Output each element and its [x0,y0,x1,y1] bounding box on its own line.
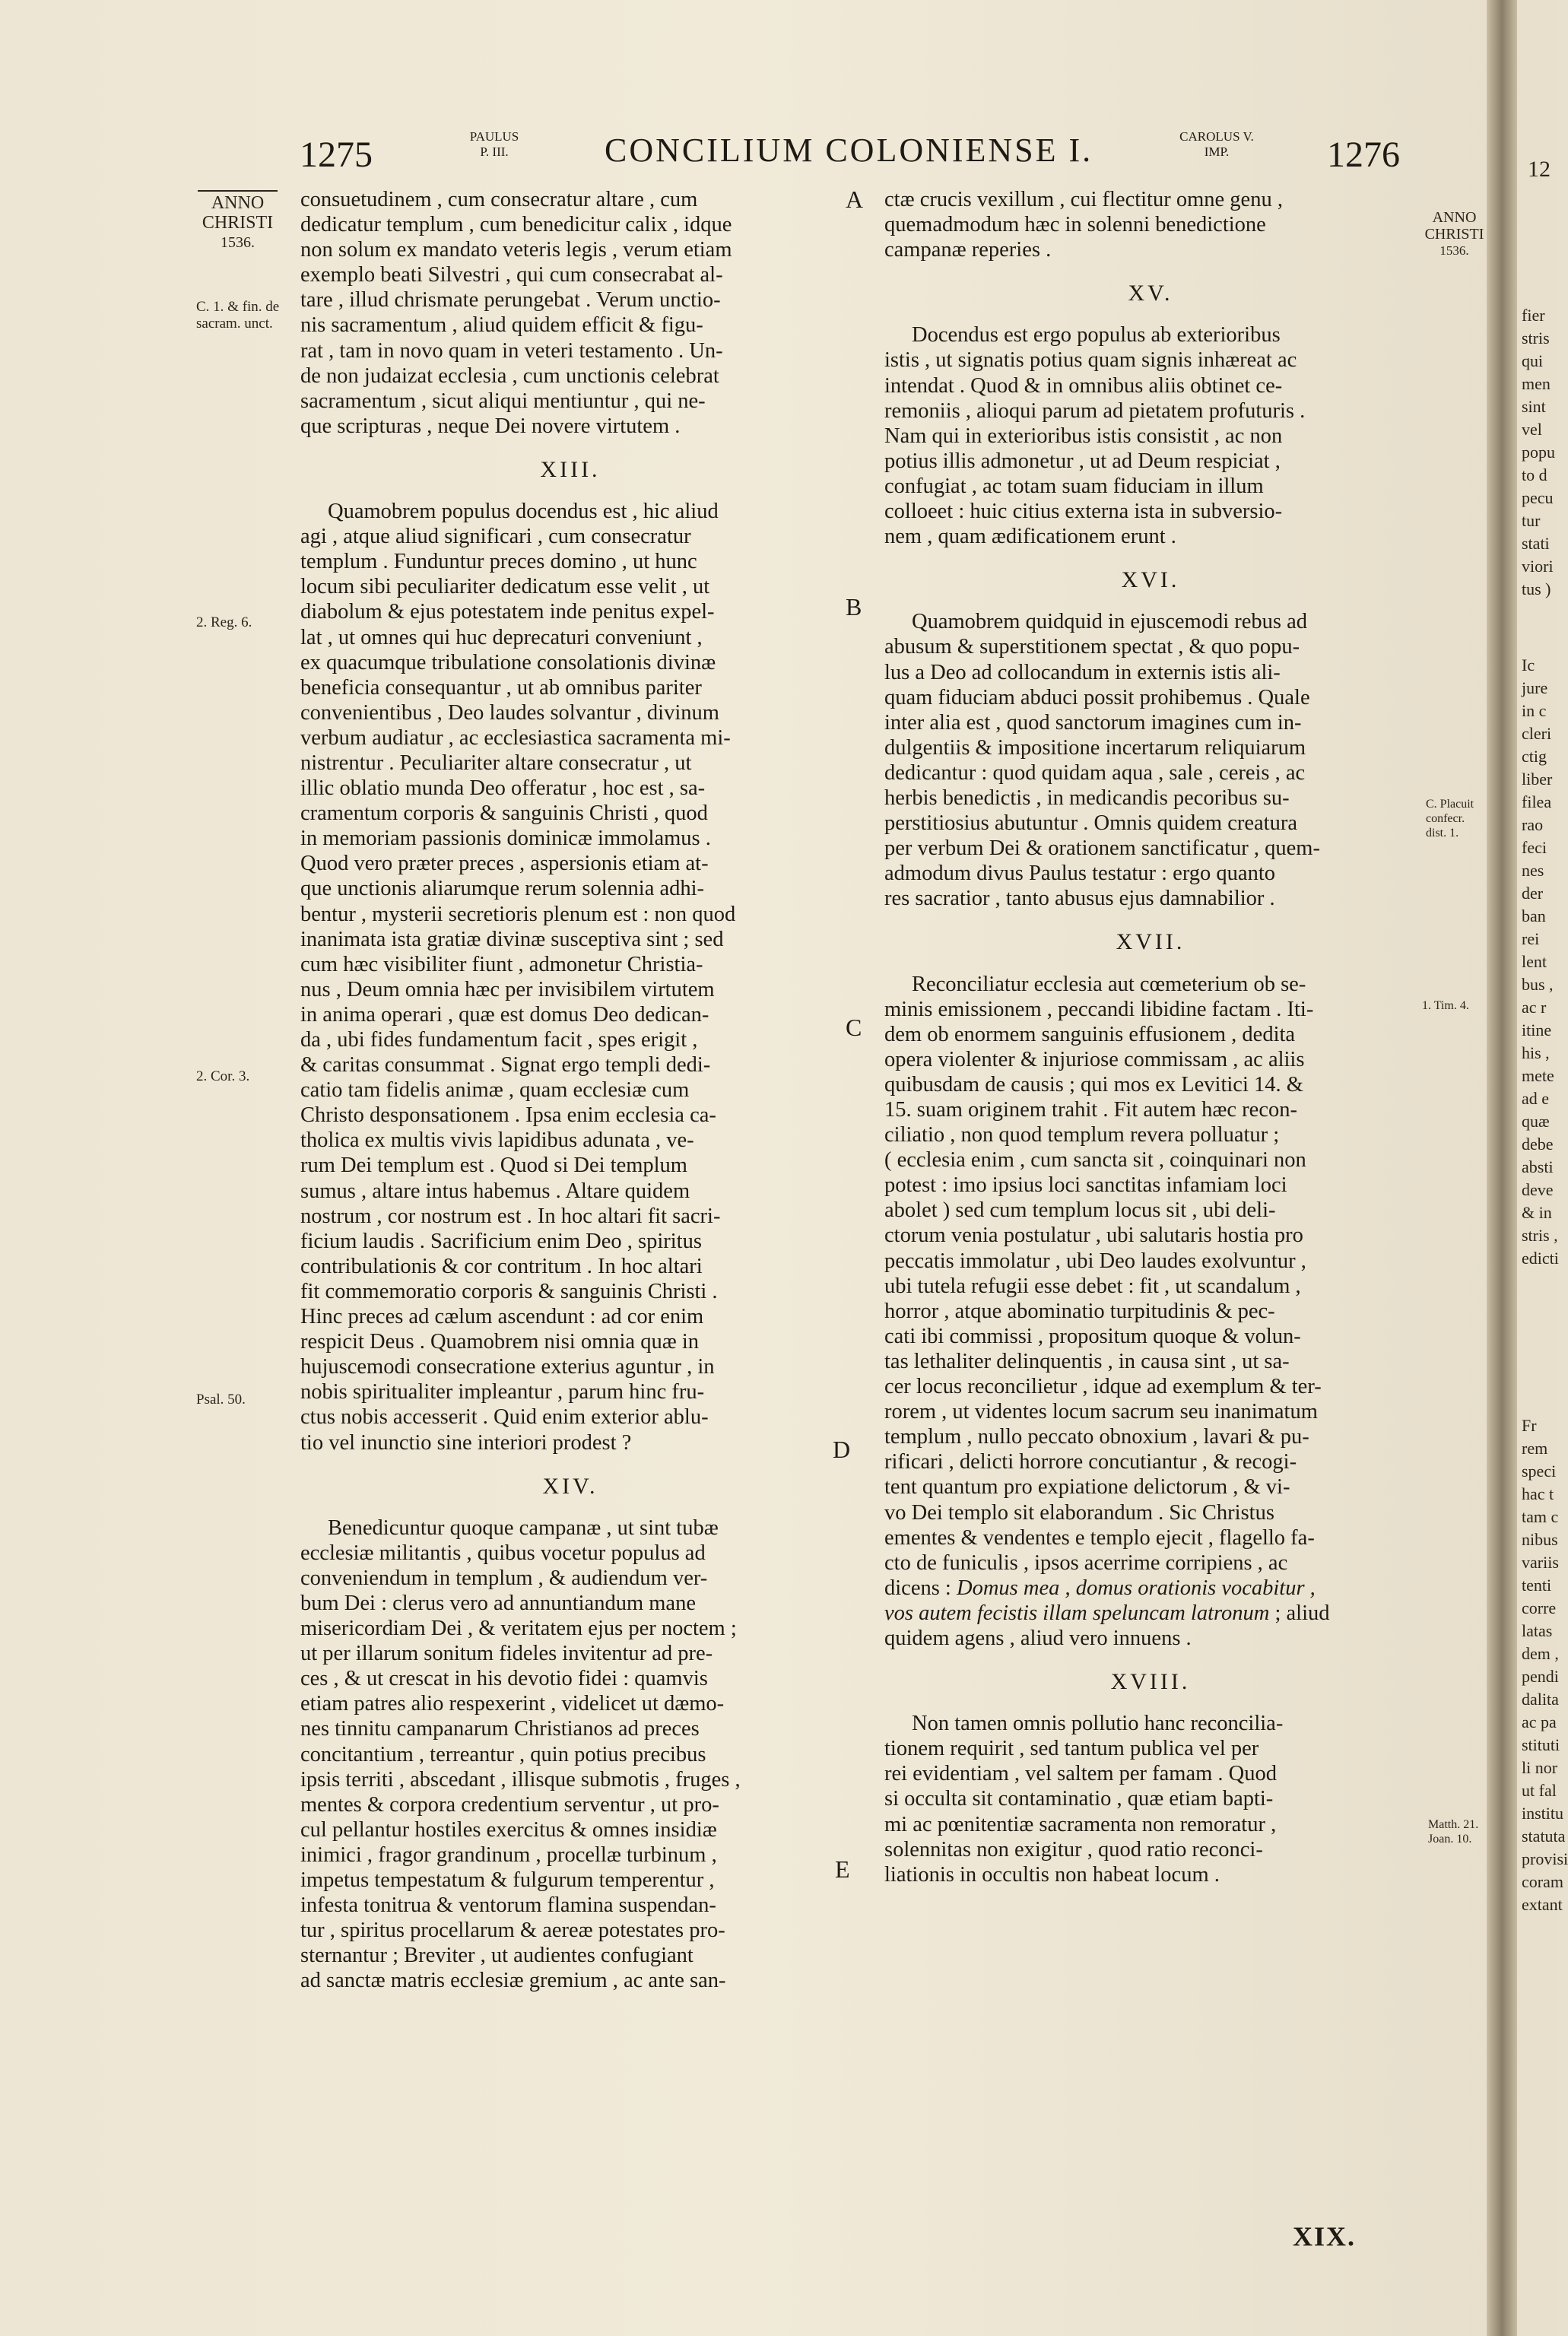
text-line: ciliatio , non quod templum revera polluatur ; [884,1123,1280,1147]
text-line: dem ob enormem sanguinis effusionem , dedita [884,1022,1296,1046]
text-line: que unctionis aliarumque rerum solennia adhi- [300,877,705,901]
left-margin-note-3: 2. Cor. 3. [196,1068,250,1084]
right-margin-note-2: 1. Tim. 4. [1422,999,1469,1012]
text-line: templum . Funduntur preces domino , ut hunc [300,550,697,574]
text-line: nobis spiritualiter impleantur , parum hinc fru- [300,1380,705,1404]
text-line: Nam qui in exterioribus istis consistit , ac non [884,424,1283,448]
next-page-line: bus , [1522,975,1554,994]
next-page-line: Fr [1522,1416,1537,1435]
paragraph-continued [884,187,1417,262]
next-page-line: qui [1522,351,1544,370]
right-margin-note-3: Matth. 21. Joan. 10. [1428,1818,1479,1846]
text-line: remoniis , alioqui parum ad pietatem profuturis . [884,398,1306,423]
text-line: vo Dei templo sit elaborandum . Sic Christus [884,1500,1274,1525]
book-gutter [1487,0,1517,2336]
text-line: cto de funiculis , ipsos acerrime corripiens , ac [884,1550,1288,1575]
next-page-line: statuta [1522,1827,1566,1846]
paragraph-15 [884,322,1417,549]
left-margin-note-4: Psal. 50. [196,1392,246,1408]
text-line: 15. suam originem trahit . Fit autem hæc recon- [884,1098,1297,1122]
text-line: bentur , mysterii secretioris plenum est : non quod [300,902,736,926]
left-margin-note-1: C. 1. & fin. de sacram. unct. [196,299,280,332]
next-page-line: feci [1522,838,1547,857]
next-page-line: institu [1522,1804,1564,1823]
text-line: diabolum & ejus potestatem inde penitus expel- [300,600,715,624]
text-line: sacramentum , sicut aliqui mentiuntur , qui ne- [300,389,706,413]
text-line: in anima operari , quæ est domus Deo dedican- [300,1002,709,1027]
next-page-header: 12 [1528,157,1551,182]
next-page-line: debe [1522,1135,1554,1154]
text-line: infesta tonitrua & ventorum flamina suspendan- [300,1893,716,1918]
text-line: lat , ut omnes qui huc deprecaturi conveniunt , [300,625,703,649]
next-page-line: in c [1522,701,1547,720]
text-line: confugiat , ac totam suam fiduciam in illum [884,474,1264,498]
text-line: locum sibi peculiariter dedicatum esse velit , ut [300,575,710,599]
paragraph-14 [300,1516,840,1994]
text-line: cer locus reconcilietur , idque ad exemplum & ter- [884,1375,1322,1399]
text-line: cramentum corporis & sanguinis Christi , quod [300,801,708,826]
text-line: quam fiduciam abduci possit prohibemus . Quale [884,685,1310,709]
next-page-line: tam c [1522,1507,1559,1526]
text-line: admodum divus Paulus testatur : ergo quanto [884,862,1276,886]
next-page-line: liber [1522,770,1553,789]
text-line: peccatis immolatur , ubi Deo laudes exolvuntur , [884,1249,1306,1273]
next-page-line: stris , [1522,1226,1558,1245]
left-margin-anno: ANNO CHRISTI 1536. [194,190,281,252]
text-line: ipsis territi , abscedant , illisque submotis , fruges , [300,1767,741,1792]
text-line: respicit Deus . Quamobrem nisi omnia quæ in [300,1330,700,1354]
text-line: ad sanctæ matris ecclesiæ gremium , ac ante san- [300,1969,726,1993]
next-page-line: coram [1522,1872,1563,1891]
next-page-line: rei [1522,929,1540,948]
catchword: XIX. [1293,2221,1357,2252]
next-page-line: ut fal [1522,1781,1557,1800]
next-page-line: quæ [1522,1112,1550,1131]
next-page-line: to d [1522,465,1547,484]
text-line: potest : imo ipsius loci sanctitas infamiam loci [884,1173,1287,1198]
text-line: ex quacumque tribulatione consolationis divinæ [300,650,716,674]
text-line: dedicatur templum , cum benedicitur calix , idque [300,213,732,237]
next-page-line: tenti [1522,1576,1552,1595]
left-column [300,187,840,1993]
next-page-line: sint [1522,397,1546,416]
text-line: exemplo beati Silvestri , qui cum consecrabat al- [300,263,723,287]
text-line: beneficia consequantur , ut ab omnibus pariter [300,675,702,700]
section-letter-d: D [833,1436,851,1463]
text-line: colloeet : huic citius externa ista in subversio- [884,500,1283,524]
text-line: nis sacramentum , aliud quidem efficit & figu- [300,313,703,338]
next-page-line: pendi [1522,1667,1559,1686]
text-line: rei evidentiam , vel saltem per famam . Quod [884,1762,1277,1786]
text-line: abusum & superstitionem spectat , & quo popu- [884,635,1300,659]
next-page-line: ac pa [1522,1712,1557,1731]
text-line: Reconciliatur ecclesia aut cœmeterium ob se- [912,972,1306,996]
text-line: catio tam fidelis animæ , quam ecclesiæ cum [300,1078,690,1103]
next-page-line: nibus [1522,1530,1558,1549]
text-line: que scripturas , neque Dei novere virtutem . [300,414,681,438]
text-line: per verbum Dei & orationem sanctificatur , quem- [884,836,1320,861]
text-line: ( ecclesia enim , cum sancta sit , coinquinari non [884,1148,1306,1173]
text-line: ubi tutela refugii esse debet : fit , ut scandalum , [884,1274,1301,1298]
text-line: de non judaizat ecclesia , cum unctionis celebrat [300,363,719,388]
text-line: cati ibi commissi , propositum quoque & volun- [884,1324,1301,1348]
next-page-line: absti [1522,1157,1554,1176]
next-page-line: fier [1522,306,1545,325]
text-line: ctorum venia postulatur , ubi salutaris hostia pro [884,1224,1303,1248]
next-page-line: his , [1522,1043,1550,1062]
text-line: agi , atque aliud significari , cum consecratur [300,525,691,549]
next-page-line: tus ) [1522,579,1551,598]
text-line: convenientibus , Deo laudes solvantur , divinum [300,700,719,725]
text-line: herbis benedictis , in medicandis pecoribus su- [884,786,1290,810]
text-line: inter alia est , quod sanctorum imagines cum in- [884,710,1302,735]
right-margin-note-1: C. Placuit confecr. dist. 1. [1426,798,1474,840]
text-line: perstitiosius abutuntur . Omnis quidem creatura [884,811,1297,836]
next-page-line: stris [1522,328,1550,348]
text-line: tent quantum pro expiatione delictorum , & vi- [884,1475,1290,1500]
text-line: impetus tempestatum & fulgurum temperentur , [300,1868,715,1892]
text-line: sumus , altare intus habemus . Altare quidem [300,1179,690,1203]
text-line: tholica ex multis vivis lapidibus adunata , ve- [300,1128,694,1153]
scripture-quote-2: vos autem fecistis illam speluncam latronum [884,1601,1270,1625]
section-letter-a: A [846,186,864,213]
text-line: illic oblatio munda Deo offeratur , hoc est , sa- [300,776,706,801]
paragraph-16 [884,609,1417,911]
text-line: liationis in occultis non habeat locum . [884,1862,1220,1887]
right-page-number: 1276 [1327,135,1400,175]
text-line: res sacratior , tanto abusus ejus damnabilior . [884,887,1275,911]
next-page-line: popu [1522,443,1555,462]
next-page-line: jure [1522,678,1548,697]
text-line: nes tinnitu campanarum Christianos ad preces [300,1717,700,1741]
next-page-line: rao [1522,815,1544,834]
next-page-line: extant [1522,1895,1563,1914]
right-column [884,187,1417,1887]
text-line: cum hæc visibiliter fiunt , admonetur Christia- [300,952,703,976]
next-page-line: stituti [1522,1735,1560,1754]
text-line: concitantium , terreantur , quin potius precibus [300,1742,706,1766]
text-line: ecclesiæ militantis , quibus vocetur populus ad [300,1541,706,1565]
text-line: consuetudinem , cum consecratur altare , cum [300,188,698,211]
text-line: templum , nullo peccato obnoxium , lavari & pu- [884,1425,1309,1449]
next-page-line: der [1522,884,1544,903]
text-line: quibusdam de causis ; qui mos ex Levitici 14. & [884,1072,1303,1097]
text-line: nem , quam ædificationem erunt . [884,525,1176,549]
next-page-line: variis [1522,1553,1559,1572]
next-page-line: dalita [1522,1690,1559,1709]
next-page-line: itine [1522,1020,1552,1039]
next-page-line: dem , [1522,1644,1559,1663]
text-line: tio vel inunctio sine interiori prodest ? [300,1430,632,1455]
text-line: nus , Deum omnia hæc per invisibilem virtutem [300,977,715,1001]
text-line: Christo desponsationem . Ipsa enim ecclesia ca- [300,1103,716,1128]
text-line: intendat . Quod & in omnibus aliis obtinet ce- [884,373,1283,398]
next-page-line: li nor [1522,1758,1558,1777]
next-page-line: corre [1522,1598,1557,1617]
text-line: in memoriam passionis dominicæ immolamus . [300,827,711,851]
text-line: bum Dei : clerus vero ad annuntiandum mane [300,1591,696,1615]
text-line: ces , & ut crescat in his devotio fidei : quamvis [300,1667,708,1691]
text-line: ctæ crucis vexillum , cui flectitur omne genu , [884,188,1283,211]
text-line: Docendus est ergo populus ab exterioribus [912,323,1281,348]
text-line: mentes & corpora credentium serventur , ut pro- [300,1792,719,1817]
text-line: inimici , fragor grandinum , procellæ turbinum , [300,1842,717,1867]
text-line: Hinc preces ad cælum ascendunt : ad cor enim [300,1305,704,1329]
next-page-line: rem [1522,1439,1548,1458]
section-heading-14: XIV. [542,1473,598,1499]
next-page-line: speci [1522,1462,1557,1481]
paragraph-intro [300,187,840,439]
next-page-line: deve [1522,1180,1554,1199]
text-line: Quamobrem populus docendus est , hic aliud [328,500,719,524]
text-line: inanimata ista gratiæ divinæ susceptiva sint ; sed [300,927,724,951]
text-line: Non tamen omnis pollutio hanc reconcilia- [912,1712,1284,1736]
section-letter-b: B [846,593,862,620]
text-line: cul pellantur hostiles exercitus & omnes insidiæ [300,1817,717,1842]
text-line: solennitas non exigitur , quod ratio reconci- [884,1837,1263,1862]
text-line: fit commemoratio corporis & sanguinis Christi . [300,1279,718,1303]
text-line: sternantur ; Breviter , ut audientes confugiant [300,1944,694,1968]
next-page-line: hac t [1522,1484,1554,1503]
text-line: opera violenter & injuriose commissam , ac aliis [884,1047,1305,1071]
paragraph-17: Reconciliatur ecclesia aut cœmeterium ob se- minis emissionem , peccandi libidine factam . Iti- dem ob enormem sanguinis effusionem , dedita opera violenter & injuriose commissam , ac aliis quibusdam de causis ; qui mos ex Levitici 14. & 15. suam originem trahit . Fit autem hæc recon- ciliatio , non quod templum revera polluatur ; ( ecclesia enim , cum sancta sit , coinquinari non potest : imo ipsius loci sanctitas infamiam loci abolet ) sed cum templum locus sit , ubi deli- ctorum venia postulatur , ubi salutaris hostia pro peccatis immolatur , ubi Deo laudes exolvuntur , ubi tutela refugii esse debet : fit , ut scandalum , horror , atque abominatio turpitudinis & pec- cati ibi commissi , propositum quoque & volun- tas lethaliter delinquentis , in causa sint , ut sa- cer locus reconcilietur , idque ad exemplum & ter- rorem , ut videntes locum sacrum seu inanimatum templum , nullo peccato obnoxium , lavari & pu- rificari , delicti horrore concutiantur , & recogi- tent quantum pro expiatione delictorum , & vi- vo Dei templo sit elaborandum . Sic Christus ementes & vendentes e templo ejecit , flagello fa- cto de funiculis , ipsos acerrime corripiens , ac dicens : Domus mea , domus orationis vocabitur , vos autem fecistis illam speluncam latronum ; aliud quidem agens , aliud vero innuens . [884,972,1330,1650]
text-line: misericordiam Dei , & veritatem ejus per noctem ; [300,1617,737,1641]
left-margin-note-2: 2. Reg. 6. [196,614,252,630]
text-line: horror , atque abominatio turpitudinis & pec- [884,1299,1275,1323]
next-page-line: ban [1522,906,1546,925]
next-page-line: provisi [1522,1849,1568,1868]
text-line: non solum ex mandato veteris legis , verum etiam [300,238,732,262]
paragraph-18 [884,1711,1417,1887]
left-header-pope: PAULUS P. III. [469,129,519,159]
text-line: contribulationis & cor contritum . In hoc altari [300,1254,703,1278]
text-line: nistrentur . Peculiariter altare consecratur , ut [300,751,692,775]
section-letter-c: C [846,1014,862,1041]
paragraph-13 [300,499,840,1455]
next-page-line: viori [1522,557,1554,576]
next-page-lines [1517,304,1568,1916]
text-line: rificari , delicti horrore concutiantur , & recogi- [884,1450,1297,1474]
next-page-line: edicti [1522,1249,1559,1268]
scripture-quote-1: Domus mea , domus orationis vocabitur , [956,1576,1316,1600]
text-line: rum Dei templum est . Quod si Dei templum [300,1154,687,1178]
text-line: minis emissionem , peccandi libidine factam . Iti- [884,997,1314,1021]
next-page-line: stati [1522,534,1550,553]
text-line: tare , illud chrismate perungebat . Verum unctio- [300,288,721,313]
text-line: verbum audiatur , ac ecclesiastica sacramenta mi- [300,725,731,750]
text-line: & caritas consummat . Signat ergo templi dedi- [300,1053,711,1078]
next-page-line: ad e [1522,1089,1550,1108]
next-page-line: cleri [1522,724,1552,743]
text-line: istis , ut signatis potius quam signis inhæreat ac [884,348,1297,373]
text-line: lus a Deo ad collocandum in externis istis ali- [884,660,1281,684]
text-line: campanæ reperies . [884,238,1052,262]
text-line: dulgentiis & impositione incertarum reliquiarum [884,735,1306,760]
text-line: potius illis admonetur , ut ad Deum respiciat , [884,449,1281,473]
page-title: CONCILIUM COLONIENSE I. [605,132,1093,169]
text-line: ctus nobis accesserit . Quid enim exterior ablu- [300,1405,709,1430]
section-heading-15: XV. [1128,281,1173,306]
next-page-line: nes [1522,861,1544,880]
text-line: Quod vero præter preces , aspersionis etiam at- [300,852,709,876]
next-page-line: ac r [1522,998,1547,1017]
next-page-line: men [1522,374,1551,393]
text-line: etiam patres alio respexerint , videlicet ut dæmo- [300,1692,725,1716]
next-page-line: pecu [1522,488,1554,507]
right-margin-anno: ANNO CHRISTI 1536. [1424,209,1484,258]
text-line: conveniendum in templum , & audiendum ver- [300,1566,708,1590]
next-page-line: latas [1522,1621,1553,1640]
section-heading-13: XIII. [540,456,601,482]
text-line: Benedicuntur quoque campanæ , ut sint tubæ [328,1516,719,1540]
section-heading-16: XVI. [1121,567,1180,593]
text-line: rorem , ut videntes locum sacrum seu inanimatum [884,1400,1318,1424]
section-letter-e: E [835,1855,850,1883]
next-page-line: vel [1522,420,1542,439]
next-page-line: & in [1522,1203,1552,1222]
section-heading-18: XVIII. [1110,1669,1191,1695]
text-line: quemadmodum hæc in solenni benedictione [884,213,1266,237]
next-page-line: Ic [1522,655,1535,674]
text-line: hujuscemodi consecratione exterius aguntur , in [300,1355,715,1379]
text-line: Quamobrem quidquid in ejuscemodi rebus ad [912,610,1308,634]
next-page-line: tur [1522,511,1541,530]
next-page-line: lent [1522,952,1547,971]
text-line: ementes & vendentes e templo ejecit , flagello fa- [884,1525,1315,1550]
text-line: da , ubi fides fundamentum facit , spes erigit , [300,1028,698,1052]
text-line: ut per illarum sonitum fideles invitentur ad pre- [300,1642,713,1666]
next-page-line: ctig [1522,747,1547,766]
text-line: dedicantur : quod quidam aqua , sale , cereis , ac [884,760,1306,785]
next-page-line: filea [1522,792,1552,811]
text-line: si occulta sit contaminatio , quæ etiam bapti- [884,1787,1274,1811]
text-line: abolet ) sed cum templum locus sit , ubi deli- [884,1198,1276,1223]
running-header [0,114,1490,175]
text-line: mi ac pœnitentiæ sacramenta non remoratur , [884,1812,1277,1836]
text-line: tur , spiritus procellarum & aereæ potestates pro- [300,1919,725,1943]
text-line: ficium laudis . Sacrificium enim Deo , spiritus [300,1229,702,1253]
section-heading-17: XVII. [1116,929,1186,955]
text-line: tas lethaliter delinquentis , in causa sint , ut sa- [884,1349,1290,1373]
text-line: rat , tam in novo quam in veteri testamento . Un- [300,338,723,363]
next-page-edge [1517,0,1568,2336]
next-page-line: mete [1522,1066,1554,1085]
left-page-number: 1275 [300,135,373,175]
right-header-emperor: CAROLUS V. IMP. [1179,129,1254,159]
text-line: tionem requirit , sed tantum publica vel per [884,1737,1259,1761]
text-line: nostrum , cor nostrum est . In hoc altari fit sacri- [300,1204,721,1228]
